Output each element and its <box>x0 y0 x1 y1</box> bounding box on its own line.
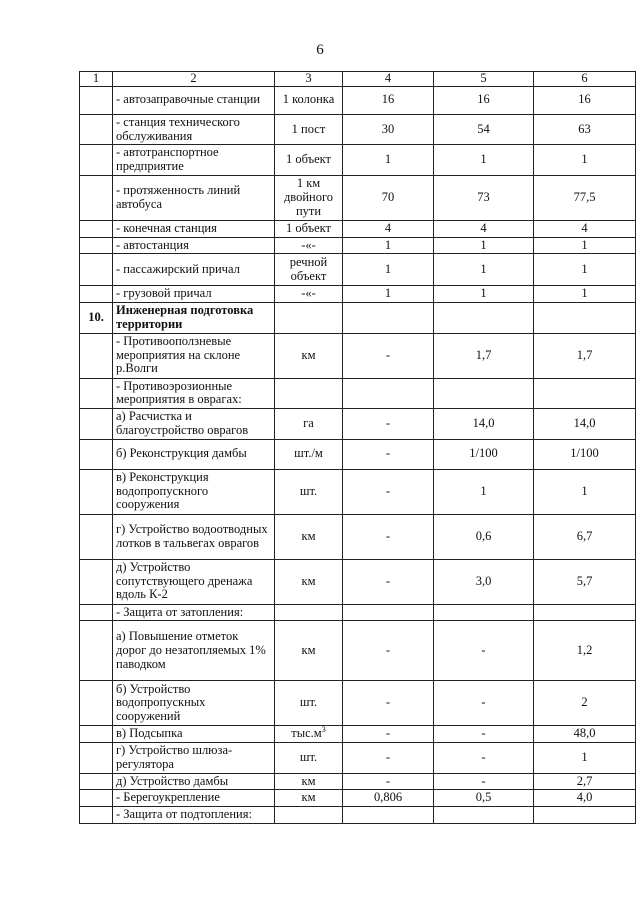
item-name-cell: - Защита от затопления: <box>113 604 275 621</box>
unit-cell: км <box>275 773 343 790</box>
header-cell: 1 <box>80 72 113 87</box>
row-number-cell <box>80 237 113 254</box>
col6-value-cell: 1,7 <box>534 333 636 378</box>
col6-value-cell: 16 <box>534 86 636 114</box>
table-row <box>80 773 636 790</box>
table-row <box>80 220 636 237</box>
col5-value-cell: 73 <box>434 175 534 220</box>
col6-value-cell: 4 <box>534 220 636 237</box>
col5-value-cell: 14,0 <box>434 409 534 440</box>
col4-value-cell <box>343 807 434 824</box>
item-name-cell: д) Устройство дамбы <box>113 773 275 790</box>
row-number-cell <box>80 175 113 220</box>
table-row <box>80 254 636 286</box>
col5-value-cell: 16 <box>434 86 534 114</box>
unit-cell: -«- <box>275 286 343 303</box>
row-number-cell <box>80 145 113 176</box>
table-row <box>80 145 636 176</box>
col5-value-cell: 1 <box>434 286 534 303</box>
col5-value-cell: 1 <box>434 254 534 286</box>
unit-cell: км <box>275 621 343 681</box>
row-number-cell <box>80 604 113 621</box>
table-row <box>80 439 636 469</box>
header-cell: 4 <box>343 72 434 87</box>
col6-value-cell: 1 <box>534 469 636 514</box>
unit-cell: 1 колонка <box>275 86 343 114</box>
row-number-cell <box>80 409 113 440</box>
unit-cell <box>275 807 343 824</box>
col6-value-cell: 1 <box>534 145 636 176</box>
row-number-cell <box>80 807 113 824</box>
col5-value-cell: 1 <box>434 145 534 176</box>
unit-cell: га <box>275 409 343 440</box>
item-name-cell: - Противооползневые мероприятия на склоне р.Волги <box>113 333 275 378</box>
col6-value-cell <box>534 303 636 334</box>
unit-superscript: 3 <box>321 725 326 735</box>
item-name-cell: - автостанция <box>113 237 275 254</box>
table-row <box>80 743 636 774</box>
row-number-cell <box>80 743 113 774</box>
col6-value-cell: 1 <box>534 254 636 286</box>
col4-value-cell: 70 <box>343 175 434 220</box>
item-name-cell: - станция технического обслуживания <box>113 114 275 145</box>
item-name-cell: д) Устройство сопутствующего дренажа вдоль К-2 <box>113 559 275 604</box>
unit-cell: 1 объект <box>275 220 343 237</box>
row-number-cell <box>80 86 113 114</box>
col5-value-cell: 0,6 <box>434 514 534 559</box>
col5-value-cell: 1/100 <box>434 439 534 469</box>
col4-value-cell: 4 <box>343 220 434 237</box>
table-row <box>80 175 636 220</box>
col4-value-cell: - <box>343 409 434 440</box>
col6-value-cell: 2,7 <box>534 773 636 790</box>
table-row <box>80 790 636 807</box>
unit-cell: 1 объект <box>275 145 343 176</box>
col6-value-cell: 1 <box>534 286 636 303</box>
item-name-cell: - протяженность линий автобуса <box>113 175 275 220</box>
col4-value-cell: - <box>343 439 434 469</box>
col4-value-cell: 1 <box>343 237 434 254</box>
col5-value-cell: 1 <box>434 237 534 254</box>
table-row <box>80 469 636 514</box>
unit-cell: речной объект <box>275 254 343 286</box>
table-row <box>80 807 636 824</box>
row-number-cell <box>80 726 113 743</box>
table-header-row <box>80 72 636 87</box>
col4-value-cell: - <box>343 514 434 559</box>
data-table <box>79 71 636 824</box>
unit-cell <box>275 303 343 334</box>
col4-value-cell: - <box>343 333 434 378</box>
col5-value-cell: - <box>434 743 534 774</box>
row-number-cell <box>80 254 113 286</box>
item-name-cell: - конечная станция <box>113 220 275 237</box>
col4-value-cell: - <box>343 621 434 681</box>
item-name-cell: б) Устройство водопропускных сооружений <box>113 681 275 726</box>
table-row <box>80 333 636 378</box>
row-number-cell <box>80 469 113 514</box>
col5-value-cell: 3,0 <box>434 559 534 604</box>
row-number-cell: 10. <box>80 303 113 334</box>
col4-value-cell: - <box>343 559 434 604</box>
page-number: 6 <box>316 42 324 58</box>
table-row <box>80 559 636 604</box>
col6-value-cell: 77,5 <box>534 175 636 220</box>
col6-value-cell: 1 <box>534 237 636 254</box>
col4-value-cell: - <box>343 743 434 774</box>
item-name-cell: в) Подсыпка <box>113 726 275 743</box>
row-number-cell <box>80 286 113 303</box>
unit-cell: 1 пост <box>275 114 343 145</box>
table-row <box>80 303 636 334</box>
row-number-cell <box>80 790 113 807</box>
table-row <box>80 86 636 114</box>
item-name-cell: а) Расчистка и благоустройство оврагов <box>113 409 275 440</box>
col5-value-cell: 1,7 <box>434 333 534 378</box>
header-cell: 3 <box>275 72 343 87</box>
header-cell: 2 <box>113 72 275 87</box>
col6-value-cell: 1 <box>534 743 636 774</box>
col6-value-cell <box>534 604 636 621</box>
col5-value-cell: - <box>434 773 534 790</box>
item-name-cell: - грузовой причал <box>113 286 275 303</box>
table-row <box>80 621 636 681</box>
table-row <box>80 726 636 743</box>
col4-value-cell: 1 <box>343 254 434 286</box>
col5-value-cell: 1 <box>434 469 534 514</box>
col5-value-cell: 0,5 <box>434 790 534 807</box>
unit-cell <box>275 378 343 409</box>
item-name-cell: - Защита от подтопления: <box>113 807 275 824</box>
item-name-cell: - пассажирский причал <box>113 254 275 286</box>
row-number-cell <box>80 114 113 145</box>
unit-cell <box>275 604 343 621</box>
row-number-cell <box>80 333 113 378</box>
unit-cell: км <box>275 559 343 604</box>
table-row <box>80 514 636 559</box>
item-name-cell: г) Устройство шлюза-регулятора <box>113 743 275 774</box>
item-name-cell: г) Устройство водоотводных лотков в тальвегах оврагов <box>113 514 275 559</box>
table-row <box>80 286 636 303</box>
item-name-cell: - автотранспортное предприятие <box>113 145 275 176</box>
table-row <box>80 681 636 726</box>
unit-cell: шт. <box>275 469 343 514</box>
table-row <box>80 237 636 254</box>
header-cell: 5 <box>434 72 534 87</box>
col4-value-cell: 1 <box>343 286 434 303</box>
item-name-cell: в) Реконструкция водопропускного сооружения <box>113 469 275 514</box>
col5-value-cell: 4 <box>434 220 534 237</box>
col5-value-cell <box>434 378 534 409</box>
row-number-cell <box>80 559 113 604</box>
table-row <box>80 409 636 440</box>
col5-value-cell: 54 <box>434 114 534 145</box>
col6-value-cell: 14,0 <box>534 409 636 440</box>
row-number-cell <box>80 621 113 681</box>
unit-cell: км <box>275 790 343 807</box>
col4-value-cell: - <box>343 773 434 790</box>
unit-cell: км <box>275 333 343 378</box>
col4-value-cell: - <box>343 726 434 743</box>
col5-value-cell <box>434 604 534 621</box>
col6-value-cell: 63 <box>534 114 636 145</box>
item-name-cell: - Противоэрозионные мероприятия в оврагах: <box>113 378 275 409</box>
col6-value-cell: 6,7 <box>534 514 636 559</box>
unit-cell: шт. <box>275 681 343 726</box>
col5-value-cell: - <box>434 681 534 726</box>
col4-value-cell: 16 <box>343 86 434 114</box>
item-name-cell: - Берегоукрепление <box>113 790 275 807</box>
header-cell: 6 <box>534 72 636 87</box>
col6-value-cell: 48,0 <box>534 726 636 743</box>
col4-value-cell: - <box>343 469 434 514</box>
item-name-cell: Инженерная подготовка территории <box>113 303 275 334</box>
row-number-cell <box>80 773 113 790</box>
item-name-cell: б) Реконструкция дамбы <box>113 439 275 469</box>
col6-value-cell: 2 <box>534 681 636 726</box>
item-name-cell: а) Повышение отметок дорог до незатопляемых 1% паводком <box>113 621 275 681</box>
col6-value-cell <box>534 807 636 824</box>
row-number-cell <box>80 514 113 559</box>
col4-value-cell <box>343 604 434 621</box>
item-name-cell: - автозаправочные станции <box>113 86 275 114</box>
table-row <box>80 114 636 145</box>
col6-value-cell <box>534 378 636 409</box>
col4-value-cell: - <box>343 681 434 726</box>
unit-cell: км <box>275 514 343 559</box>
row-number-cell <box>80 681 113 726</box>
unit-cell: -«- <box>275 237 343 254</box>
row-number-cell <box>80 220 113 237</box>
row-number-cell <box>80 439 113 469</box>
table-row <box>80 604 636 621</box>
col4-value-cell: 1 <box>343 145 434 176</box>
col6-value-cell: 1,2 <box>534 621 636 681</box>
unit-cell: 1 км двойного пути <box>275 175 343 220</box>
col4-value-cell: 0,806 <box>343 790 434 807</box>
table-row <box>80 378 636 409</box>
col4-value-cell <box>343 378 434 409</box>
col5-value-cell <box>434 807 534 824</box>
unit-cell: шт. <box>275 743 343 774</box>
unit-cell: шт./м <box>275 439 343 469</box>
col5-value-cell: - <box>434 621 534 681</box>
col4-value-cell: 30 <box>343 114 434 145</box>
col4-value-cell <box>343 303 434 334</box>
col6-value-cell: 4,0 <box>534 790 636 807</box>
col5-value-cell <box>434 303 534 334</box>
col6-value-cell: 1/100 <box>534 439 636 469</box>
col6-value-cell: 5,7 <box>534 559 636 604</box>
unit-cell: $тыс.м^3$ <box>275 726 343 743</box>
col5-value-cell: - <box>434 726 534 743</box>
row-number-cell <box>80 378 113 409</box>
